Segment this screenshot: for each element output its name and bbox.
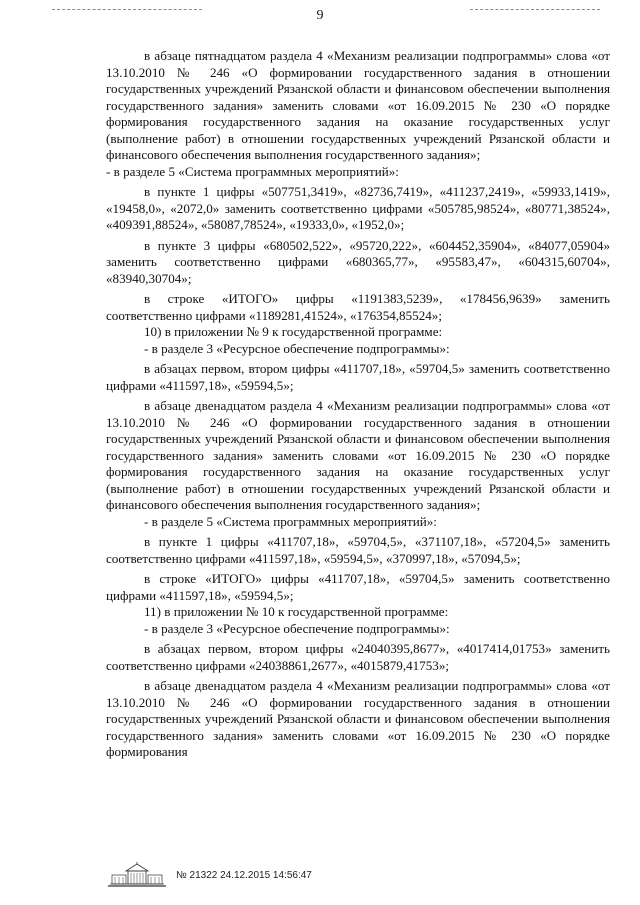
paragraph: в абзаце двенадцатом раздела 4 «Механизм реализации подпрограммы» слова «от 13.10.2010 № 246 «О формировании государственного задания в отношении государственных учреждений Рязанской области и финансовом обеспечении выполнения государственного задания» заменить словами «от 16.09.2015 № 230 «О порядке формирования государственного задания на оказание государственных услуг (выполнение работ) в отношении государственных учреждений Рязанской области и финансового обеспечения выполнения государственного задания»; bbox=[106, 398, 610, 512]
paragraph: 10) в приложении № 9 к государственной программе: bbox=[144, 324, 443, 339]
document-footer bbox=[106, 860, 312, 890]
paragraph: - в разделе 3 «Ресурсное обеспечение подпрограммы»: bbox=[144, 620, 450, 636]
paragraph: в строке «ИТОГО» цифры «1191383,5239», «178456,9639» заменить соответственно цифрами «1189281,41524», «176354,85524»; bbox=[106, 291, 610, 323]
paragraph: в абзацах первом, втором цифры «24040395,8677», «4017414,01753» заменить соответственно цифрами «24038861,2677», «4015879,41753»; bbox=[106, 641, 610, 673]
paragraph: в пункте 3 цифры «680502,522», «95720,222», «604452,35904», «84077,05904» заменить соответственно цифрами «680365,77», «95583,47», «604315,60704», «83940,30704»; bbox=[106, 237, 610, 286]
paragraph: в пункте 1 цифры «507751,3419», «82736,7419», «411237,2419», «59933,1419», «19458,0», «2072,0» заменить соответственно цифрами «505785,98524», «80771,38524», «409391,88524», «58087,78524», «19333,0», «1952,0»; bbox=[106, 184, 610, 232]
paragraph: 11) в приложении № 10 к государственной программе: bbox=[144, 604, 449, 619]
paragraph: в абзацах первом, втором цифры «411707,18», «59704,5» заменить соответственно цифрами «411597,18», «59594,5»; bbox=[106, 361, 610, 393]
paragraph: - в разделе 3 «Ресурсное обеспечение подпрограммы»: bbox=[144, 340, 450, 356]
paragraph: в строке «ИТОГО» цифры «411707,18», «59704,5» заменить соответственно цифрами «411597,18», «59594,5»; bbox=[106, 571, 610, 603]
document-body bbox=[106, 48, 610, 761]
paragraph: в абзаце двенадцатом раздела 4 «Механизм реализации подпрограммы» слова «от 13.10.2010 № 246 «О формировании государственного задания в отношении государственных учреждений Рязанской области и финансовом обеспечении выполнения государственного задания» заменить словами «от 16.09.2015 № 230 «О порядке формирования bbox=[106, 678, 610, 759]
paragraph: - в разделе 5 «Система программных мероприятий»: bbox=[106, 163, 399, 179]
paragraph: - в разделе 5 «Система программных мероприятий»: bbox=[144, 513, 437, 529]
paragraph: в пункте 1 цифры «411707,18», «59704,5», «371107,18», «57204,5» заменить соответственно цифрами «411597,18», «59594,5», «370997,18», «57094,5»; bbox=[106, 534, 610, 566]
government-building-icon bbox=[106, 862, 168, 888]
registration-stamp: № 21322 24.12.2015 14:56:47 bbox=[176, 869, 312, 881]
paragraph: в абзаце пятнадцатом раздела 4 «Механизм реализации подпрограммы» слова «от 13.10.2010 № 246 «О формировании государственного задания в отношении государственных учреждений Рязанской области и финансовом обеспечении выполнения государственного задания» заменить словами «от 16.09.2015 № 230 «О порядке формирования государственного задания на оказание государственных услуг (выполнение работ) в отношении государственных учреждений Рязанской области и финансового обеспечения выполнения государственного задания»; bbox=[106, 48, 610, 162]
page-number: 9 bbox=[316, 8, 324, 23]
